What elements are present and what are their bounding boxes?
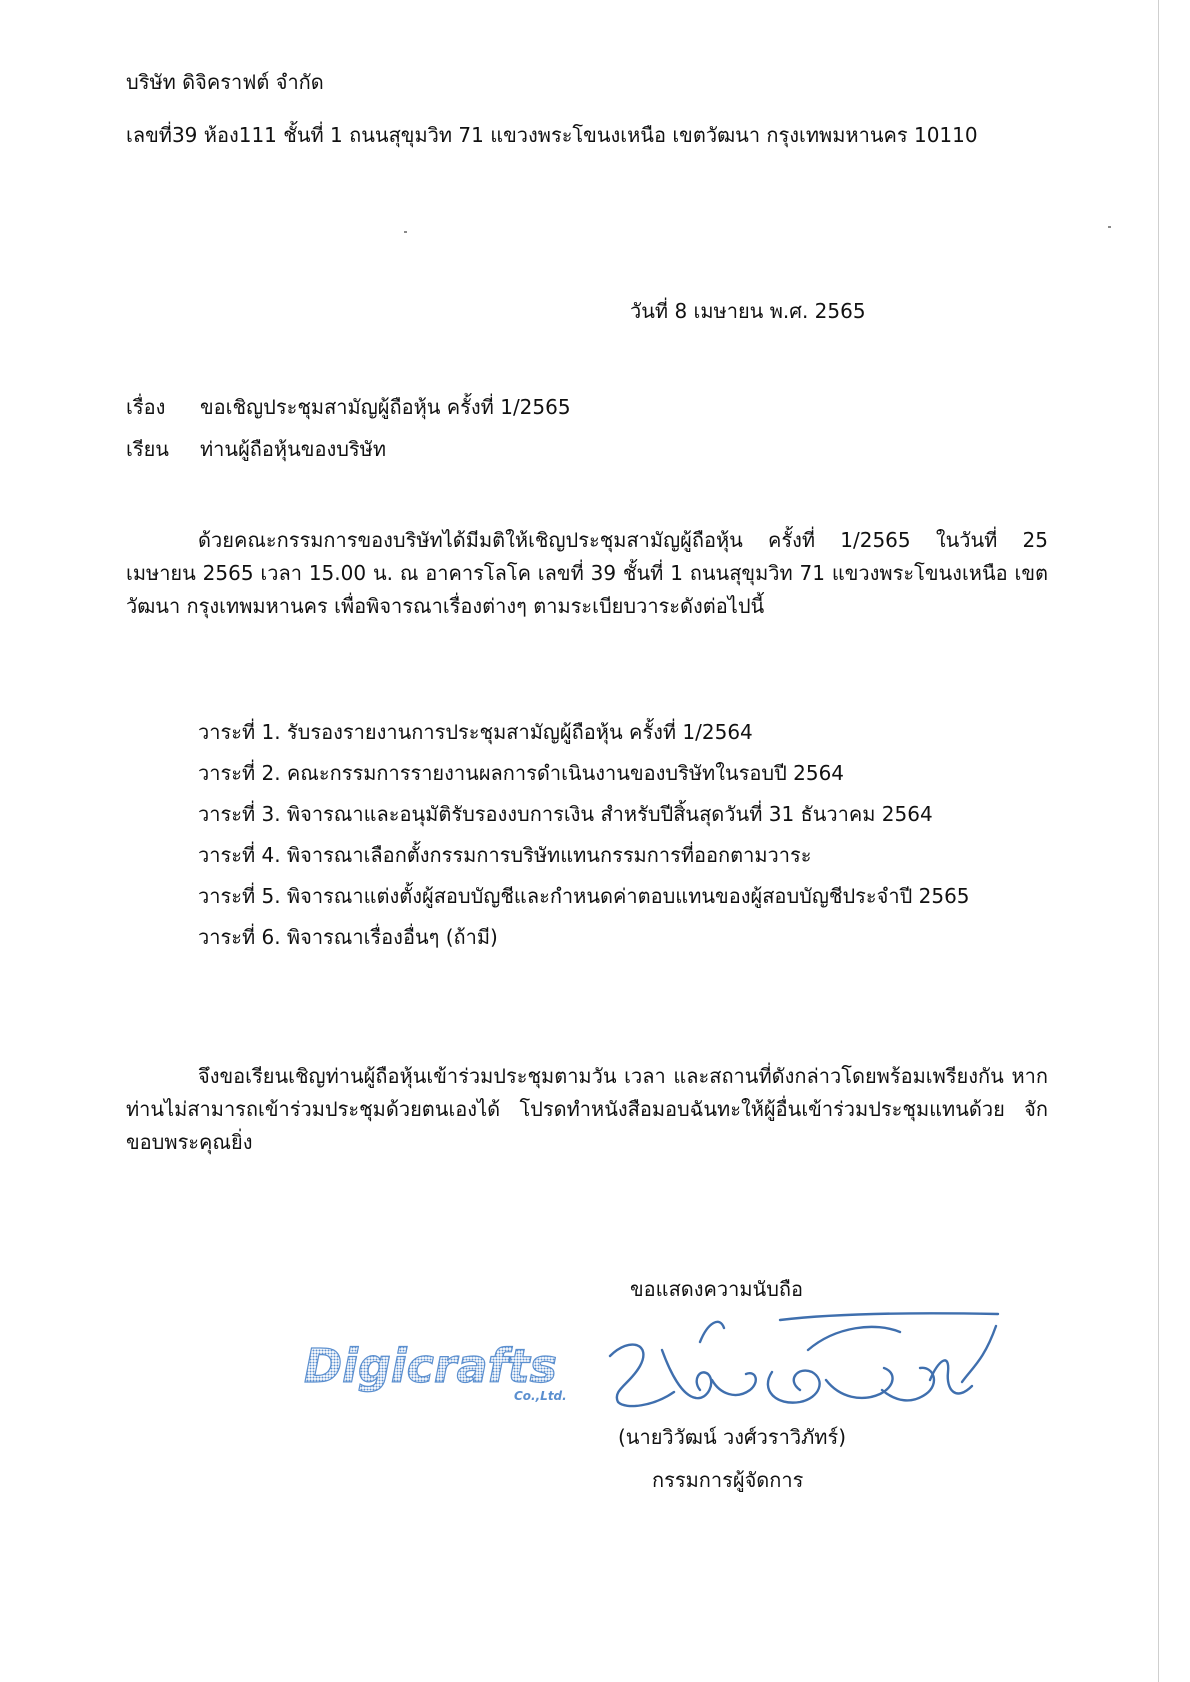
agenda-item: วาระที่ 1. รับรองรายงานการประชุมสามัญผู้ถือหุ้น ครั้งที่ 1/2564 — [198, 720, 753, 744]
recipient-label: เรียน — [126, 437, 169, 461]
letter-date: วันที่ 8 เมษายน พ.ศ. 2565 — [630, 299, 866, 323]
closing-paragraph-text: จึงขอเรียนเชิญท่านผู้ถือหุ้นเข้าร่วมประชุมตามวัน เวลา และสถานที่ดังกล่าวโดยพร้อมเพรียงกัน หากท่านไม่สามารถเข้าร่วมประชุมด้วยตนเองได้ โปรดทำหนังสือมอบฉันทะให้ผู้อื่นเข้าร่วมประชุมแทนด้วย จักขอบพระคุณยิ่ง — [126, 1064, 1048, 1154]
handwritten-signature — [600, 1310, 1000, 1420]
signer-title: กรรมการผู้จัดการ — [652, 1468, 804, 1492]
company-stamp-logo — [300, 1334, 580, 1406]
recipient-text: ท่านผู้ถือหุ้นของบริษัท — [200, 437, 387, 461]
company-name: บริษัท ดิจิคราฟต์ จำกัด — [126, 70, 324, 94]
agenda-item: วาระที่ 3. พิจารณาและอนุมัติรับรองงบการเงิน สำหรับปีสิ้นสุดวันที่ 31 ธันวาคม 2564 — [198, 802, 933, 826]
agenda-item: วาระที่ 5. พิจารณาแต่งตั้งผู้สอบบัญชีและกำหนดค่าตอบแทนของผู้สอบบัญชีประจำปี 2565 — [198, 884, 970, 908]
closing-paragraph — [126, 1060, 1048, 1159]
invitation-paragraph — [126, 524, 1048, 623]
page-edge-line — [1158, 0, 1159, 1682]
company-address — [126, 118, 1056, 152]
scan-speck — [404, 231, 407, 233]
invitation-paragraph-text: ด้วยคณะกรรมการของบริษัทได้มีมติให้เชิญประชุมสามัญผู้ถือหุ้น ครั้งที่ 1/2565 ในวันที่ 25 เมษายน 2565 เวลา 15.00 น. ณ อาคารโลโค เลขที่ 39 ชั้นที่ 1 ถนนสุขุมวิท 71 แขวงพระโขนงเหนือ เขตวัฒนา กรุงเทพมหานคร เพื่อพิจารณาเรื่องต่างๆ ตามระเบียบวาระดังต่อไปนี้ — [126, 528, 1048, 618]
recipient-row — [126, 432, 386, 466]
stamp-wordmark: Digicrafts — [304, 1339, 558, 1393]
closing-salutation: ขอแสดงความนับถือ — [630, 1277, 804, 1301]
stamp-subtext: Co.,Ltd. — [514, 1389, 567, 1403]
agenda-list — [126, 716, 1048, 962]
subject-label: เรื่อง — [126, 395, 166, 419]
signer-name: (นายวิวัฒน์ วงศ์วราวิภัทร์) — [618, 1425, 847, 1449]
agenda-item: วาระที่ 4. พิจารณาเลือกตั้งกรรมการบริษัทแทนกรรมการที่ออกตามวาระ — [198, 843, 812, 867]
agenda-item: วาระที่ 2. คณะกรรมการรายงานผลการดำเนินงานของบริษัทในรอบปี 2564 — [198, 761, 845, 785]
company-address-text: เลขที่39 ห้อง111 ชั้นที่ 1 ถนนสุขุมวิท 71 แขวงพระโขนงเหนือ เขตวัฒนา กรุงเทพมหานคร 10110 — [126, 123, 978, 147]
subject-row — [126, 390, 571, 424]
subject-text: ขอเชิญประชุมสามัญผู้ถือหุ้น ครั้งที่ 1/2565 — [200, 395, 571, 419]
scan-speck — [1108, 226, 1111, 228]
agenda-item: วาระที่ 6. พิจารณาเรื่องอื่นๆ (ถ้ามี) — [198, 925, 498, 949]
